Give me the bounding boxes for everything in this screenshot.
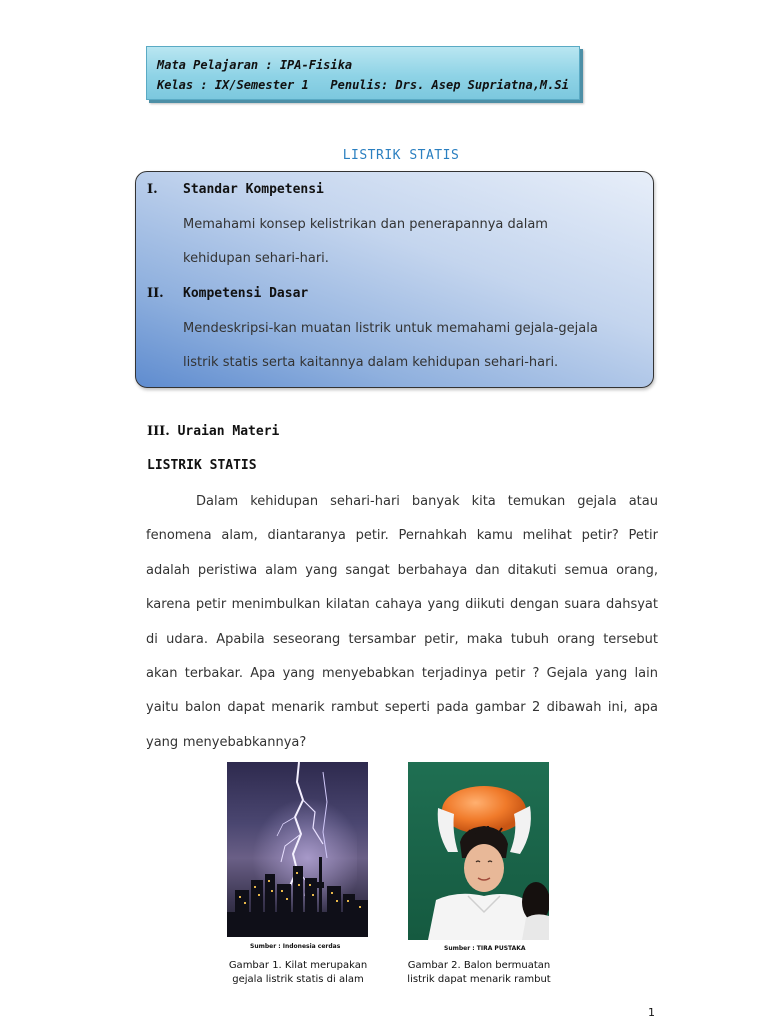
figure-1-caption [217,959,379,987]
material-number: III. [147,424,170,439]
basic-heading: Kompetensi Dasar [183,286,309,301]
standard-line-1: Memahami konsep kelistrikan dan penerapannya dalam [183,217,548,232]
figure-1-caption-line-1: Gambar 1. Kilat merupakan [228,960,368,971]
header-subject: Mata Pelajaran : IPA-Fisika [157,58,353,72]
basic-line-2: listrik statis serta kaitannya dalam kehidupan sehari-hari. [183,355,559,370]
basic-number: II. [147,286,164,301]
lightning-city-illustration [227,762,368,937]
figure-2-source: Sumber : TIRA PUSTAKA [444,945,526,952]
header-class-author: Kelas : IX/Semester 1 Penulis: Drs. Asep Supriatna,M.Si [157,78,569,92]
material-heading: Uraian Materi [177,424,280,439]
material-subheading: LISTRIK STATIS [147,458,257,473]
figure-1-source: Sumber : Indonesia cerdas [250,943,341,950]
figure-2-caption-line-2: listrik dapat menarik rambut [407,974,551,985]
lightning-image [227,762,368,937]
standard-number: I. [147,182,158,197]
material-paragraph: Dalam kehidupan sehari-hari banyak kita temukan gejala atau fenomena alam, diantaranya petir. Pernahkah kamu melihat petir? Petir adalah peristiwa alam yang sangat berbahaya dan ditakuti semua orang, karena petir menimbulkan kilatan cahaya yang diikuti dengan suara dahsyat di udara. Apabila seseorang tersambar petir, maka tubuh orang tersebut akan terbakar. Apa yang menyebabkan terjadinya petir ? Gejala yang lain yaitu balon dapat menarik rambut seperti pada gambar 2 dibawah ini, apa yang menyebabkannya? [146,494,658,750]
figure-2-caption-line-1: Gambar 2. Balon bermuatan [407,960,551,971]
basic-line-1: Mendeskripsi-kan muatan listrik untuk memahami gejala-gejala [183,321,598,336]
material-heading-row [147,424,279,439]
standard-line-2: kehidupan sehari-hari. [183,251,329,266]
figure-2-caption [398,959,560,987]
page-title: LISTRIK STATIS [342,148,460,163]
page-number: 1 [648,1006,655,1019]
balloon-girl-illustration [408,762,549,940]
header-box [146,46,580,100]
figure-1-caption-line-2: gejala listrik statis di alam [232,974,364,985]
balloon-image [408,762,549,940]
standard-heading: Standar Kompetensi [183,182,324,197]
